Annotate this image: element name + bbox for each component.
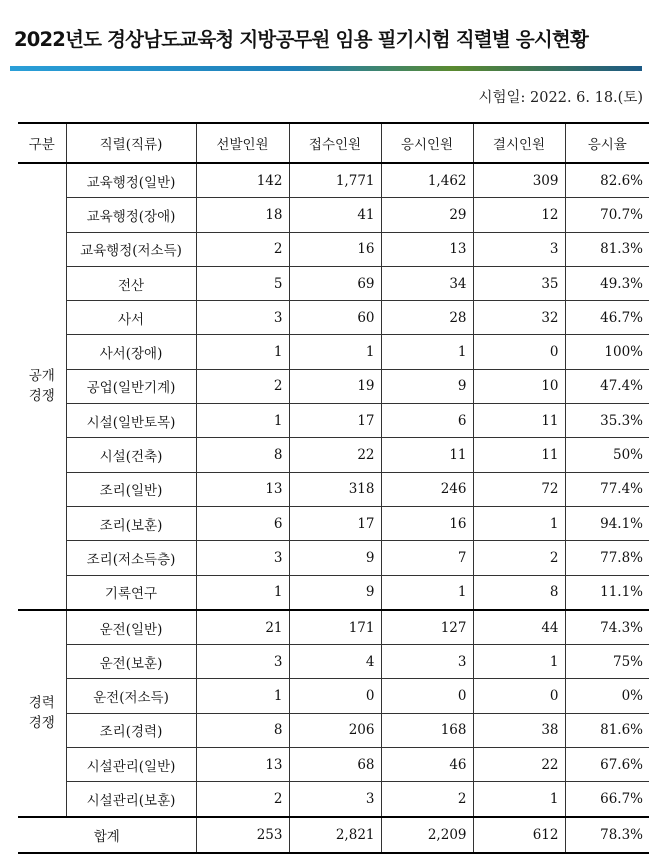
exam-date: 시험일: 2022. 6. 18.(토) xyxy=(478,90,643,106)
header-applied: 접수인원 xyxy=(289,123,381,163)
selected-cell: 1 xyxy=(196,575,289,610)
attended-cell: 246 xyxy=(381,472,473,506)
absent-cell: 44 xyxy=(473,610,565,645)
absent-cell: 11 xyxy=(473,404,565,438)
absent-cell: 38 xyxy=(473,713,565,747)
selected-cell: 1 xyxy=(196,335,289,369)
attended-cell: 13 xyxy=(381,232,473,266)
attended-cell: 46 xyxy=(381,748,473,782)
table-row xyxy=(18,438,649,472)
header-absent: 결시인원 xyxy=(473,123,565,163)
applied-cell: 17 xyxy=(289,404,381,438)
position-cell: 시설(건축) xyxy=(66,438,196,472)
applied-cell: 68 xyxy=(289,748,381,782)
applied-cell: 17 xyxy=(289,506,381,540)
position-cell: 사서(장애) xyxy=(66,335,196,369)
selected-cell: 18 xyxy=(196,198,289,232)
absent-cell: 8 xyxy=(473,575,565,610)
position-cell: 조리(일반) xyxy=(66,472,196,506)
absent-cell: 1 xyxy=(473,782,565,817)
table-row xyxy=(18,645,649,679)
absent-cell: 1 xyxy=(473,506,565,540)
rate-cell: 49.3% xyxy=(565,266,649,300)
selected-cell: 13 xyxy=(196,472,289,506)
group-label: 공개 경쟁 xyxy=(18,163,66,610)
applied-cell: 16 xyxy=(289,232,381,266)
applied-cell: 4 xyxy=(289,645,381,679)
total-attended-cell: 2,209 xyxy=(381,817,473,853)
attended-cell: 29 xyxy=(381,198,473,232)
absent-cell: 0 xyxy=(473,679,565,713)
table-row xyxy=(18,163,649,198)
absent-cell: 2 xyxy=(473,541,565,575)
rate-cell: 75% xyxy=(565,645,649,679)
position-cell: 교육행정(장애) xyxy=(66,198,196,232)
rate-cell: 70.7% xyxy=(565,198,649,232)
total-selected-cell: 253 xyxy=(196,817,289,853)
rate-cell: 35.3% xyxy=(565,404,649,438)
selected-cell: 142 xyxy=(196,163,289,198)
table-row xyxy=(18,369,649,403)
rate-cell: 77.8% xyxy=(565,541,649,575)
absent-cell: 309 xyxy=(473,163,565,198)
attended-cell: 16 xyxy=(381,506,473,540)
absent-cell: 22 xyxy=(473,748,565,782)
rate-cell: 77.4% xyxy=(565,472,649,506)
table-row xyxy=(18,541,649,575)
absent-cell: 3 xyxy=(473,232,565,266)
absent-cell: 72 xyxy=(473,472,565,506)
position-cell: 조리(경력) xyxy=(66,713,196,747)
rate-cell: 47.4% xyxy=(565,369,649,403)
table-row xyxy=(18,679,649,713)
table-row xyxy=(18,232,649,266)
applied-cell: 22 xyxy=(289,438,381,472)
applied-cell: 206 xyxy=(289,713,381,747)
absent-cell: 0 xyxy=(473,335,565,369)
table-header-row xyxy=(18,123,649,163)
absent-cell: 11 xyxy=(473,438,565,472)
rate-cell: 11.1% xyxy=(565,575,649,610)
rate-cell: 94.1% xyxy=(565,506,649,540)
selected-cell: 5 xyxy=(196,266,289,300)
applied-cell: 60 xyxy=(289,301,381,335)
applied-cell: 1,771 xyxy=(289,163,381,198)
selected-cell: 2 xyxy=(196,782,289,817)
attended-cell: 3 xyxy=(381,645,473,679)
attended-cell: 0 xyxy=(381,679,473,713)
header-rate: 응시율 xyxy=(565,123,649,163)
table-row xyxy=(18,713,649,747)
table-row xyxy=(18,748,649,782)
selected-cell: 6 xyxy=(196,506,289,540)
header-selected: 선발인원 xyxy=(196,123,289,163)
position-cell: 시설관리(일반) xyxy=(66,748,196,782)
position-cell: 공업(일반기계) xyxy=(66,369,196,403)
absent-cell: 12 xyxy=(473,198,565,232)
attended-cell: 1 xyxy=(381,575,473,610)
position-cell: 시설(일반토목) xyxy=(66,404,196,438)
applied-cell: 69 xyxy=(289,266,381,300)
total-row xyxy=(18,817,649,853)
selected-cell: 13 xyxy=(196,748,289,782)
total-label: 합계 xyxy=(18,817,196,853)
table-row xyxy=(18,782,649,817)
header-position: 직렬(직류) xyxy=(66,123,196,163)
applied-cell: 0 xyxy=(289,679,381,713)
rate-cell: 67.6% xyxy=(565,748,649,782)
total-applied-cell: 2,821 xyxy=(289,817,381,853)
attended-cell: 28 xyxy=(381,301,473,335)
position-cell: 교육행정(저소득) xyxy=(66,232,196,266)
attended-cell: 9 xyxy=(381,369,473,403)
attended-cell: 1,462 xyxy=(381,163,473,198)
table-row xyxy=(18,266,649,300)
selected-cell: 3 xyxy=(196,645,289,679)
selected-cell: 3 xyxy=(196,301,289,335)
position-cell: 조리(보훈) xyxy=(66,506,196,540)
rate-cell: 0% xyxy=(565,679,649,713)
selected-cell: 2 xyxy=(196,232,289,266)
applied-cell: 41 xyxy=(289,198,381,232)
selected-cell: 21 xyxy=(196,610,289,645)
position-cell: 사서 xyxy=(66,301,196,335)
selected-cell: 1 xyxy=(196,404,289,438)
position-cell: 운전(일반) xyxy=(66,610,196,645)
attended-cell: 1 xyxy=(381,335,473,369)
position-cell: 운전(저소득) xyxy=(66,679,196,713)
header-category: 구분 xyxy=(18,123,66,163)
table-row xyxy=(18,301,649,335)
rate-cell: 82.6% xyxy=(565,163,649,198)
absent-cell: 10 xyxy=(473,369,565,403)
position-cell: 조리(저소득층) xyxy=(66,541,196,575)
attended-cell: 34 xyxy=(381,266,473,300)
rate-cell: 50% xyxy=(565,438,649,472)
rate-cell: 81.3% xyxy=(565,232,649,266)
applied-cell: 9 xyxy=(289,575,381,610)
total-rate-cell: 78.3% xyxy=(565,817,649,853)
selected-cell: 2 xyxy=(196,369,289,403)
rate-cell: 46.7% xyxy=(565,301,649,335)
rate-cell: 81.6% xyxy=(565,713,649,747)
applied-cell: 318 xyxy=(289,472,381,506)
selected-cell: 3 xyxy=(196,541,289,575)
exam-status-table xyxy=(18,122,649,854)
table-row xyxy=(18,472,649,506)
rate-cell: 66.7% xyxy=(565,782,649,817)
total-absent-cell: 612 xyxy=(473,817,565,853)
table-row xyxy=(18,404,649,438)
header-attended: 응시인원 xyxy=(381,123,473,163)
attended-cell: 2 xyxy=(381,782,473,817)
table-row xyxy=(18,335,649,369)
applied-cell: 19 xyxy=(289,369,381,403)
document-title: 2022년도 경상남도교육청 지방공무원 임용 필기시험 직렬별 응시현황 xyxy=(14,28,589,51)
position-cell: 기록연구 xyxy=(66,575,196,610)
applied-cell: 9 xyxy=(289,541,381,575)
absent-cell: 35 xyxy=(473,266,565,300)
table-row xyxy=(18,575,649,610)
absent-cell: 32 xyxy=(473,301,565,335)
table-row xyxy=(18,610,649,645)
attended-cell: 6 xyxy=(381,404,473,438)
position-cell: 교육행정(일반) xyxy=(66,163,196,198)
selected-cell: 8 xyxy=(196,438,289,472)
rate-cell: 74.3% xyxy=(565,610,649,645)
applied-cell: 171 xyxy=(289,610,381,645)
table-row xyxy=(18,506,649,540)
position-cell: 운전(보훈) xyxy=(66,645,196,679)
rate-cell: 100% xyxy=(565,335,649,369)
applied-cell: 1 xyxy=(289,335,381,369)
selected-cell: 1 xyxy=(196,679,289,713)
position-cell: 전산 xyxy=(66,266,196,300)
group-label: 경력 경쟁 xyxy=(18,610,66,817)
attended-cell: 11 xyxy=(381,438,473,472)
attended-cell: 7 xyxy=(381,541,473,575)
title-underline-bar xyxy=(10,66,642,71)
attended-cell: 127 xyxy=(381,610,473,645)
selected-cell: 8 xyxy=(196,713,289,747)
absent-cell: 1 xyxy=(473,645,565,679)
attended-cell: 168 xyxy=(381,713,473,747)
table-row xyxy=(18,198,649,232)
position-cell: 시설관리(보훈) xyxy=(66,782,196,817)
applied-cell: 3 xyxy=(289,782,381,817)
